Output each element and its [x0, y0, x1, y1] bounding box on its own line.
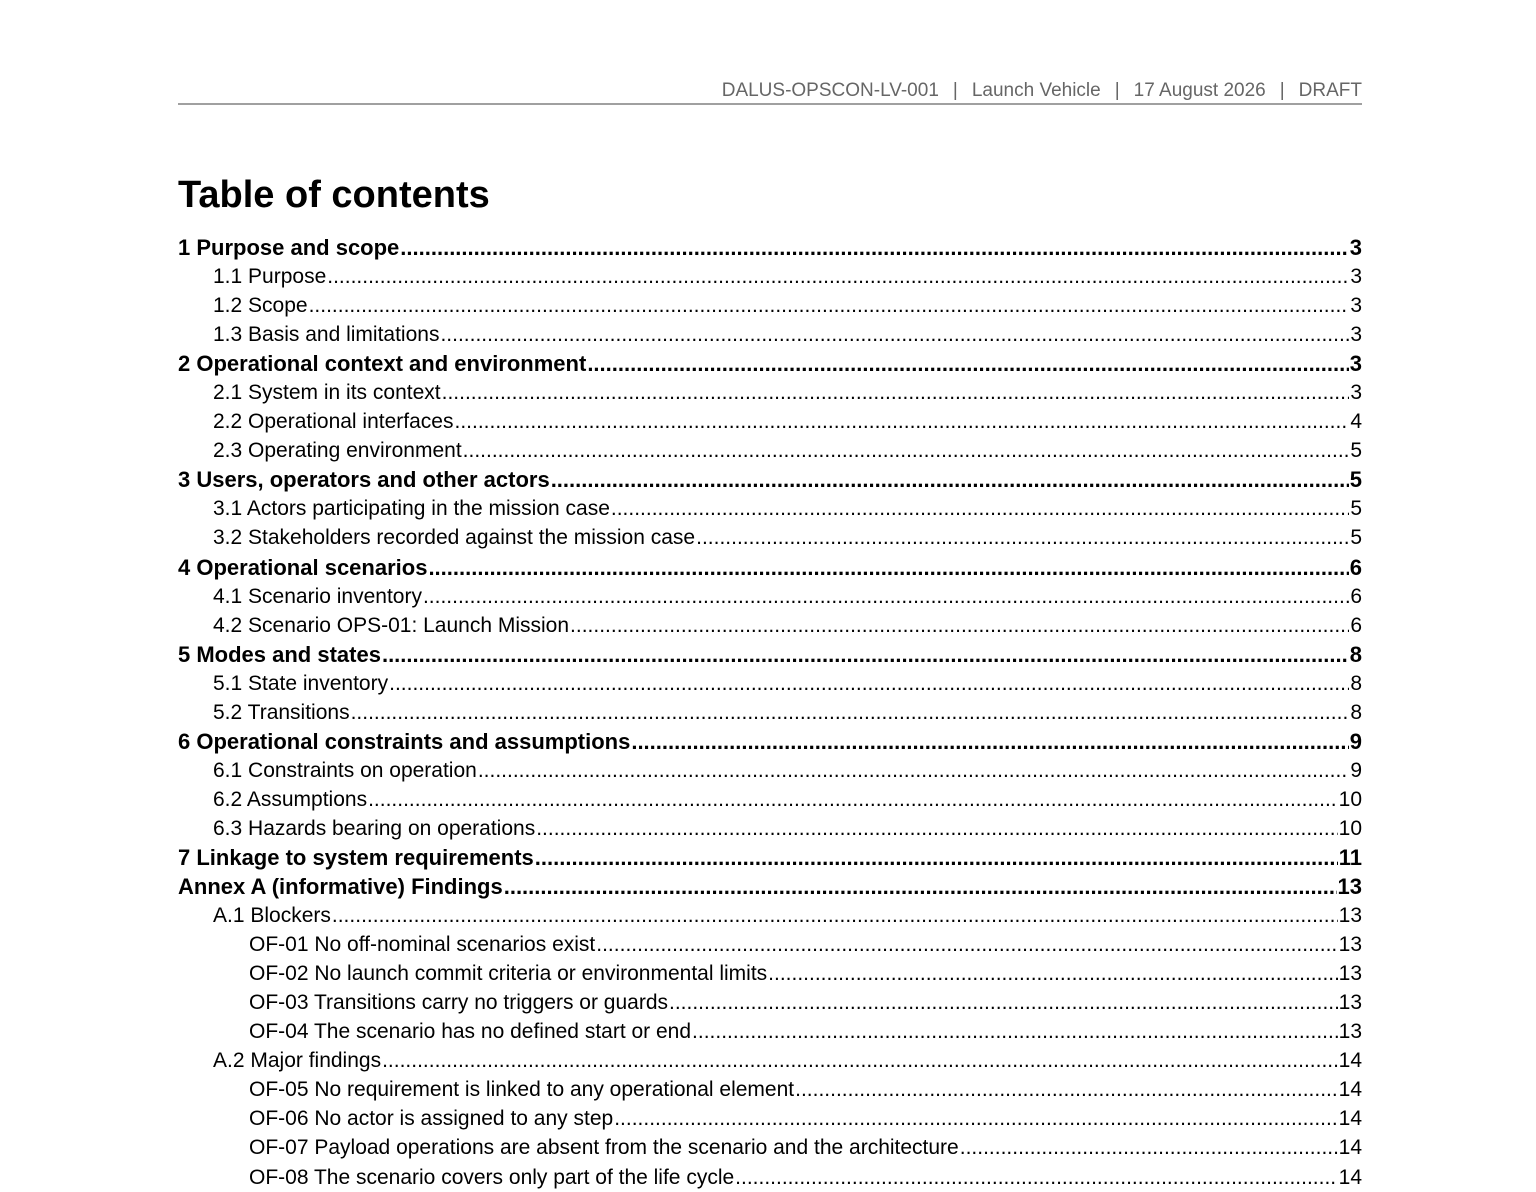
toc-entry[interactable] [178, 553, 1362, 582]
toc-entry-label: 5.1 State inventory [213, 671, 389, 695]
toc-entry[interactable] [178, 669, 1362, 698]
toc-entry-label: A.2 Major findings [213, 1049, 382, 1073]
toc-dot-leader [478, 756, 1349, 785]
toc-entry-page-number: 9 [1349, 728, 1362, 754]
toc-dot-leader [768, 959, 1337, 988]
toc-entry-label: 4 Operational scenarios [178, 554, 428, 580]
toc-entry-page-number: 13 [1338, 933, 1362, 957]
toc-dot-leader [454, 407, 1349, 436]
toc-entry[interactable] [178, 611, 1362, 640]
toc-entry-page-number: 3 [1350, 265, 1362, 289]
toc-entry-page-number: 13 [1338, 991, 1362, 1015]
toc-entry[interactable] [178, 1133, 1362, 1162]
toc-dot-leader [614, 1104, 1337, 1133]
toc-dot-leader [795, 1075, 1338, 1104]
toc-entry-page-number: 13 [1338, 962, 1362, 986]
toc-dot-leader [669, 988, 1338, 1017]
toc-entry-page-number: 8 [1350, 671, 1362, 695]
header-separator: | [952, 80, 958, 101]
toc-entry[interactable] [178, 727, 1362, 756]
toc-entry-page-number: 5 [1350, 497, 1362, 521]
toc-dot-leader [440, 320, 1349, 349]
toc-entry[interactable] [178, 698, 1362, 727]
toc-entry-label: 4.2 Scenario OPS-01: Launch Mission [213, 613, 570, 637]
toc-entry[interactable] [178, 901, 1362, 930]
toc-entry-page-number: 6 [1350, 613, 1362, 637]
toc-entry-page-number: 10 [1338, 816, 1362, 840]
toc-entry-label: 6.3 Hazards bearing on operations [213, 816, 536, 840]
toc-entry[interactable] [178, 785, 1362, 814]
header-doc-id: DALUS-OPSCON-LV-001 [721, 80, 939, 101]
toc-entry-label: OF-06 No actor is assigned to any step [249, 1107, 614, 1131]
toc-title: Table of contents [178, 174, 490, 216]
toc-entry-label: OF-05 No requirement is linked to any operational element [249, 1078, 795, 1102]
toc-dot-leader [382, 640, 1349, 669]
toc-entry-page-number: 5 [1350, 439, 1362, 463]
toc-entry[interactable] [178, 407, 1362, 436]
header-date: 17 August 2026 [1133, 80, 1266, 101]
toc-entry-page-number: 14 [1338, 1165, 1362, 1189]
toc-entry[interactable] [178, 843, 1362, 872]
toc-dot-leader [332, 901, 1338, 930]
toc-dot-leader [631, 727, 1348, 756]
toc-dot-leader [611, 494, 1349, 523]
toc-dot-leader [382, 1046, 1338, 1075]
toc-entry-label: 2 Operational context and environment [178, 351, 587, 377]
toc-entry[interactable] [178, 582, 1362, 611]
toc-entry-page-number: 3 [1350, 381, 1362, 405]
toc-entry-label: OF-01 No off-nominal scenarios exist [249, 933, 596, 957]
toc-dot-leader [692, 1017, 1338, 1046]
toc-dot-leader [735, 1163, 1337, 1192]
toc-entry-page-number: 14 [1338, 1049, 1362, 1073]
header-separator: | [1114, 80, 1120, 101]
toc-entry-label: OF-08 The scenario covers only part of the life cycle [249, 1165, 735, 1189]
toc-entry-label: OF-04 The scenario has no defined start or end [249, 1020, 692, 1044]
toc-entry[interactable] [178, 523, 1362, 552]
toc-entry[interactable] [178, 959, 1362, 988]
toc-entry[interactable] [178, 814, 1362, 843]
toc-dot-leader [960, 1133, 1338, 1162]
toc-dot-leader [309, 291, 1350, 320]
toc-entry[interactable] [178, 320, 1362, 349]
toc-dot-leader [551, 465, 1349, 494]
toc-entry-page-number: 13 [1338, 1020, 1362, 1044]
toc-entry-label: 7 Linkage to system requirements [178, 844, 534, 870]
toc-entry-page-number: 3 [1349, 351, 1362, 377]
toc-entry-page-number: 14 [1338, 1107, 1362, 1131]
toc-entry-page-number: 14 [1338, 1078, 1362, 1102]
toc-entry-label: 5.2 Transitions [213, 700, 350, 724]
toc-entry[interactable] [178, 233, 1362, 262]
toc-entry-label: 1.2 Scope [213, 294, 308, 318]
toc-entry-label: 3.2 Stakeholders recorded against the mission case [213, 526, 696, 550]
toc-dot-leader [400, 233, 1348, 262]
toc-entry[interactable] [178, 436, 1362, 465]
toc-entry[interactable] [178, 291, 1362, 320]
toc-dot-leader [696, 523, 1349, 552]
toc-entry-label: 1.1 Purpose [213, 265, 327, 289]
toc-entry-label: 3 Users, operators and other actors [178, 467, 550, 493]
toc-entry[interactable] [178, 349, 1362, 378]
toc-entry-page-number: 8 [1349, 641, 1362, 667]
toc-dot-leader [389, 669, 1349, 698]
header-separator: | [1279, 80, 1285, 101]
toc-entry-label: 1 Purpose and scope [178, 235, 400, 260]
toc-entry[interactable] [178, 1075, 1362, 1104]
toc-entry-label: OF-02 No launch commit criteria or environmental limits [249, 962, 768, 986]
toc-entry[interactable] [178, 930, 1362, 959]
toc-dot-leader [504, 872, 1337, 901]
toc-dot-leader [351, 698, 1350, 727]
toc-entry-page-number: 8 [1350, 700, 1362, 724]
toc-entry-page-number: 3 [1349, 235, 1362, 260]
header-system: Launch Vehicle [971, 80, 1101, 101]
toc-entry-label: 2.3 Operating environment [213, 439, 462, 463]
toc-entry-page-number: 10 [1338, 787, 1362, 811]
toc-entry-label: 2.1 System in its context [213, 381, 441, 405]
toc-dot-leader [423, 582, 1349, 611]
toc-entry-label: 6.1 Constraints on operation [213, 758, 477, 782]
toc-entry-label: OF-07 Payload operations are absent from the scenario and the architecture [249, 1136, 959, 1160]
toc-dot-leader [535, 843, 1338, 872]
toc-dot-leader [327, 262, 1349, 291]
toc-entry-page-number: 3 [1350, 294, 1362, 318]
toc-entry-page-number: 13 [1338, 904, 1362, 928]
toc-entry[interactable] [178, 378, 1362, 407]
toc-entry[interactable] [178, 465, 1362, 494]
toc-entry-page-number: 4 [1350, 410, 1362, 434]
toc-entry-page-number: 14 [1338, 1136, 1362, 1160]
toc-entry-label: OF-03 Transitions carry no triggers or guards [249, 991, 668, 1015]
toc-dot-leader [570, 611, 1349, 640]
toc-entry-label: 4.1 Scenario inventory [213, 584, 422, 608]
toc-entry[interactable] [178, 262, 1362, 291]
toc-entry-page-number: 3 [1350, 323, 1362, 347]
header-status: DRAFT [1298, 80, 1362, 101]
toc-entry-label: 1.3 Basis and limitations [213, 323, 440, 347]
toc-entry[interactable] [178, 988, 1362, 1017]
toc-entry-page-number: 13 [1337, 874, 1362, 900]
toc-entry-page-number: 5 [1349, 467, 1362, 493]
toc-dot-leader [596, 930, 1337, 959]
toc-dot-leader [463, 436, 1350, 465]
toc-entry-page-number: 5 [1350, 526, 1362, 550]
toc-entry[interactable] [178, 640, 1362, 669]
toc-entry[interactable] [178, 1104, 1362, 1133]
toc-entry-label: A.1 Blockers [213, 904, 331, 928]
toc-entry-label: 2.2 Operational interfaces [213, 410, 454, 434]
toc-dot-leader [428, 553, 1348, 582]
toc-entry[interactable] [178, 756, 1362, 785]
toc-entry[interactable] [178, 1163, 1362, 1192]
toc-entry-label: 6.2 Assumptions [213, 787, 368, 811]
toc-entry-label: 5 Modes and states [178, 641, 381, 667]
toc-entry[interactable] [178, 1017, 1362, 1046]
toc-dot-leader [536, 814, 1337, 843]
toc-entry-label: 6 Operational constraints and assumptions [178, 728, 631, 754]
toc-entry-page-number: 9 [1350, 758, 1362, 782]
toc-entry-page-number: 11 [1338, 844, 1362, 870]
toc-dot-leader [587, 349, 1348, 378]
table-of-contents [178, 233, 1362, 1192]
toc-entry-page-number: 6 [1349, 554, 1362, 580]
toc-dot-leader [368, 785, 1338, 814]
toc-entry[interactable] [178, 872, 1362, 901]
toc-dot-leader [442, 378, 1350, 407]
toc-entry[interactable] [178, 1046, 1362, 1075]
toc-entry[interactable] [178, 494, 1362, 523]
toc-entry-label: Annex A (informative) Findings [178, 874, 503, 900]
running-header [178, 80, 1362, 105]
toc-entry-label: 3.1 Actors participating in the mission case [213, 497, 610, 521]
toc-entry-page-number: 6 [1350, 584, 1362, 608]
